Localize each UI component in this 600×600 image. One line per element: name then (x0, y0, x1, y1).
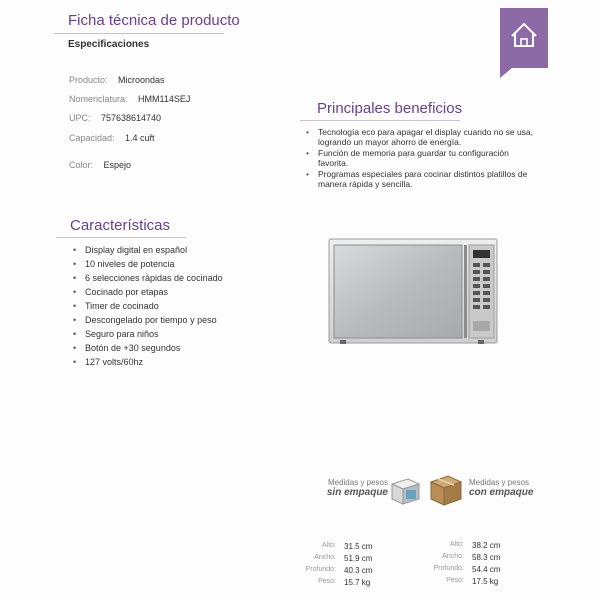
benefits-list (306, 127, 538, 190)
features-title: Características (70, 217, 171, 234)
measure-labels-with: Alto: Ancho: Profundo: Peso: (433, 541, 464, 584)
features-rule (56, 237, 186, 238)
benefits-rule (300, 120, 460, 121)
list-item: • 127 volts/60hz (73, 355, 283, 369)
with-package-caption: Medidas y pesos con empaque (469, 478, 534, 498)
unboxed-microwave-icon (388, 474, 422, 508)
spec-row: UPC: 757638614740 (69, 113, 162, 123)
list-item: • Descongelado por tiempo y peso (73, 313, 283, 327)
spec-row: Color: Espejo (69, 160, 131, 170)
features-list (73, 243, 283, 369)
box-icon (428, 472, 464, 508)
list-item: • Timer de cocinado (73, 299, 283, 313)
spec-row: Capacidad: 1.4 cuft (69, 133, 155, 143)
list-item: • Display digital en español (73, 243, 283, 257)
list-item: • Función de memoria para guardar tu configuración favorita. (306, 148, 538, 168)
list-item: • Cocinado por etapas (73, 285, 283, 299)
list-item: • 10 niveles de potencia (73, 257, 283, 271)
list-item: • Botón de +30 segundos (73, 341, 283, 355)
specs-subtitle: Especificaciones (68, 39, 150, 50)
measure-labels-without: Alto: Ancho: Profundo: Peso: (305, 542, 336, 585)
measure-values-with: 38.2 cm 58.3 cm 54.4 cm 17.5 kg (472, 541, 501, 586)
home-tab[interactable] (500, 8, 548, 68)
spec-row: Nomenclatura: HMM114SEJ (69, 94, 191, 104)
title-rule (54, 33, 224, 34)
measure-values-without: 31.5 cm 51.9 cm 40.3 cm 15.7 kg (344, 542, 373, 587)
benefits-title: Principales beneficios (317, 100, 463, 117)
microwave-image (328, 236, 500, 348)
spec-row: Producto: Microondas (69, 75, 165, 85)
list-item: • Tecnología eco para apagar el display cuando no se usa, logrando un mayor ahorro de energía. (306, 127, 538, 147)
list-item: • Seguro para niños (73, 327, 283, 341)
without-package-caption: Medidas y pesos sin empaque (326, 478, 388, 498)
list-item: • 6 selecciones rápidas de cocinado (73, 271, 283, 285)
page-title: Ficha técnica de producto (68, 12, 240, 29)
list-item: • Programas especiales para cocinar distintos platillos de manera rápida y sencilla. (306, 169, 538, 189)
home-icon (500, 10, 548, 60)
